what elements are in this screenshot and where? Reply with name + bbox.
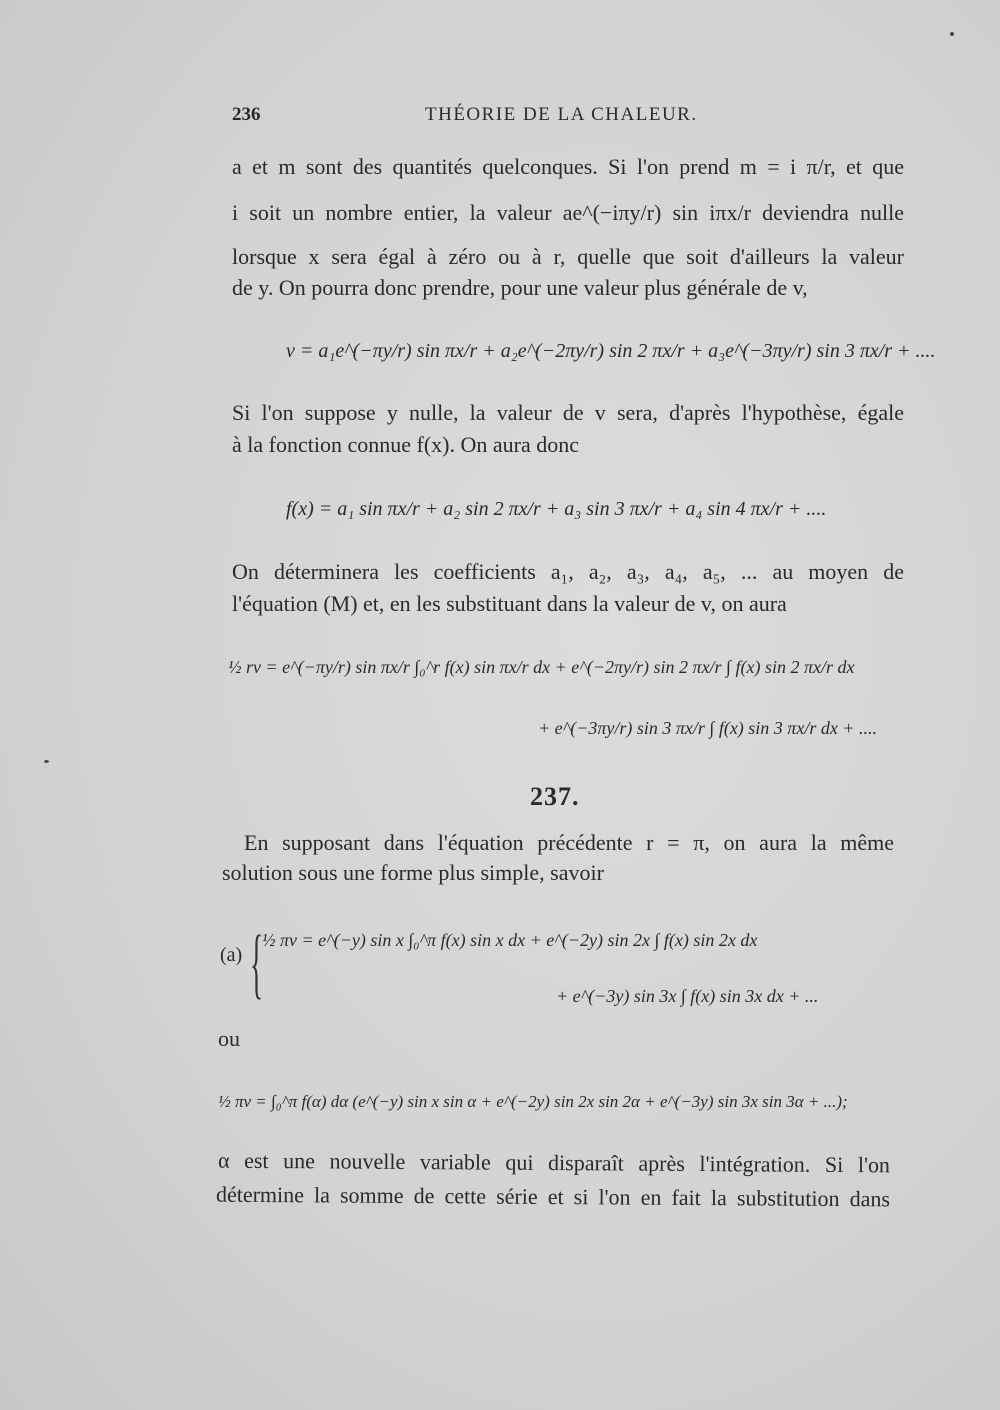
text-line: lorsque x sera égal à zéro ou à r, quelle que soit d'ailleurs la valeur <box>232 244 904 269</box>
text-line: l'équation (M) et, en les substituant dans la valeur de v, on aura <box>232 591 787 616</box>
text-line: à la fonction connue f(x). On aura donc <box>232 432 579 457</box>
equation-half-rv-line2: + e^(−3πy/r) sin 3 πx/r ∫ f(x) sin 3 πx/r dx + .... <box>538 718 877 738</box>
text-line: solution sous une forme plus simple, savoir <box>222 860 604 885</box>
section-number: 237. <box>530 782 580 811</box>
text-line: α est une nouvelle variable qui disparaît après l'intégration. Si l'on <box>217 1147 891 1178</box>
text-line: de y. On pourra donc prendre, pour une valeur plus générale de v, <box>232 275 808 300</box>
page-number: 236 <box>232 104 261 125</box>
equation-a-line2: + e^(−3y) sin 3x ∫ f(x) sin 3x dx + ... <box>556 986 819 1006</box>
curly-brace: { <box>250 919 264 1006</box>
equation-alpha: ½ πv = ∫₀^π f(α) dα (e^(−y) sin x sin α + e^(−2y) sin 2x sin 2α + e^(−3y) sin 3x sin 3α + ...); <box>218 1092 848 1111</box>
text-line: On déterminera les coefficients a₁, a₂, a₃, a₄, a₅, ... au moyen de <box>232 559 904 584</box>
text-line: a et m sont des quantités quelconques. Si l'on prend m = i π/r, et que <box>232 154 904 179</box>
text-line: ou <box>218 1026 240 1051</box>
paper-speck <box>950 32 954 36</box>
equation-a-line1: ½ πv = e^(−y) sin x ∫₀^π f(x) sin x dx + e^(−2y) sin 2x ∫ f(x) sin 2x dx <box>262 930 758 950</box>
equation-v-series: v = a₁e^(−πy/r) sin πx/r + a₂e^(−2πy/r) sin 2 πx/r + a₃e^(−3πy/r) sin 3 πx/r + .... <box>286 340 936 362</box>
running-title: THÉORIE DE LA CHALEUR. <box>425 104 698 125</box>
equation-fx-series: f(x) = a₁ sin πx/r + a₂ sin 2 πx/r + a₃ sin 3 πx/r + a₄ sin 4 πx/r + .... <box>286 498 827 520</box>
equation-label-a: (a) <box>220 944 243 966</box>
text-line: détermine la somme de cette série et si l'on en fait la substitution dans <box>215 1181 891 1212</box>
text-line: En supposant dans l'équation précédente r = π, on aura la même <box>244 830 894 855</box>
equation-half-rv-line1: ½ rv = e^(−πy/r) sin πx/r ∫₀^r f(x) sin πx/r dx + e^(−2πy/r) sin 2 πx/r ∫ f(x) sin 2 πx/r dx <box>228 657 855 677</box>
text-line: i soit un nombre entier, la valeur ae^(−iπy/r) sin iπx/r deviendra nulle <box>232 200 904 225</box>
text-line: Si l'on suppose y nulle, la valeur de v sera, d'après l'hypothèse, égale <box>232 400 904 425</box>
paper-speck <box>44 760 49 763</box>
running-header <box>232 104 722 134</box>
